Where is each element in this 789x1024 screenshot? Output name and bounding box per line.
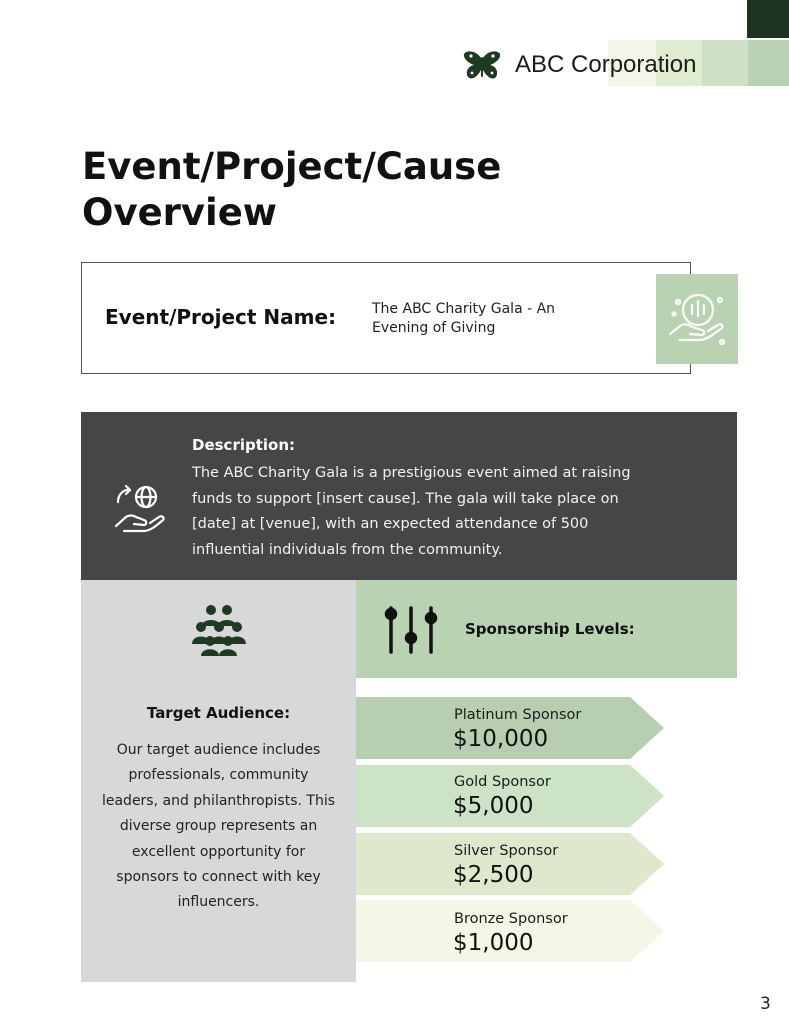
sponsor-level-name: Platinum Sponsor [454, 707, 582, 723]
header-color-block [748, 40, 789, 86]
sponsor-level-amount: $10,000 [453, 726, 549, 752]
sponsor-level-name: Bronze Sponsor [454, 911, 568, 927]
sponsor-level-amount: $1,000 [453, 930, 534, 956]
charity-icon-box [656, 274, 738, 364]
page-number: 3 [760, 994, 771, 1014]
hand-globe-icon [112, 484, 168, 536]
company-name: ABC Corporation [515, 51, 697, 78]
event-name-label: Event/Project Name: [105, 305, 337, 329]
sponsor-level-name: Silver Sponsor [454, 843, 559, 859]
charity-hand-icon [656, 274, 738, 364]
sponsor-level-amount: $2,500 [453, 862, 534, 888]
sliders-icon [382, 604, 440, 656]
sponsorship-heading: Sponsorship Levels: [465, 620, 635, 638]
description-text: The ABC Charity Gala is a prestigious event aimed at raising funds to support [insert cause]. The gala will take place on [date] at [venue], with an expected attendance of 500 influential individuals from the community. [192, 465, 631, 558]
sponsor-level-amount: $5,000 [453, 793, 534, 819]
sponsor-level-name: Gold Sponsor [454, 774, 551, 790]
description-heading: Description: [192, 436, 296, 454]
audience-text: Our target audience includes professionals, community leaders, and philanthropists. This diverse group represents an excellent opportunity for sponsors to connect with key influencers. [101, 742, 336, 911]
header-dark-block [747, 0, 789, 38]
event-name-value: The ABC Charity Gala - An Evening of Giving [372, 301, 556, 336]
header-color-block [702, 40, 748, 86]
audience-heading: Target Audience: [146, 704, 291, 722]
page-title: Event/Project/Cause Overview [82, 145, 502, 234]
butterfly-icon [462, 48, 502, 84]
people-group-icon [191, 604, 247, 656]
